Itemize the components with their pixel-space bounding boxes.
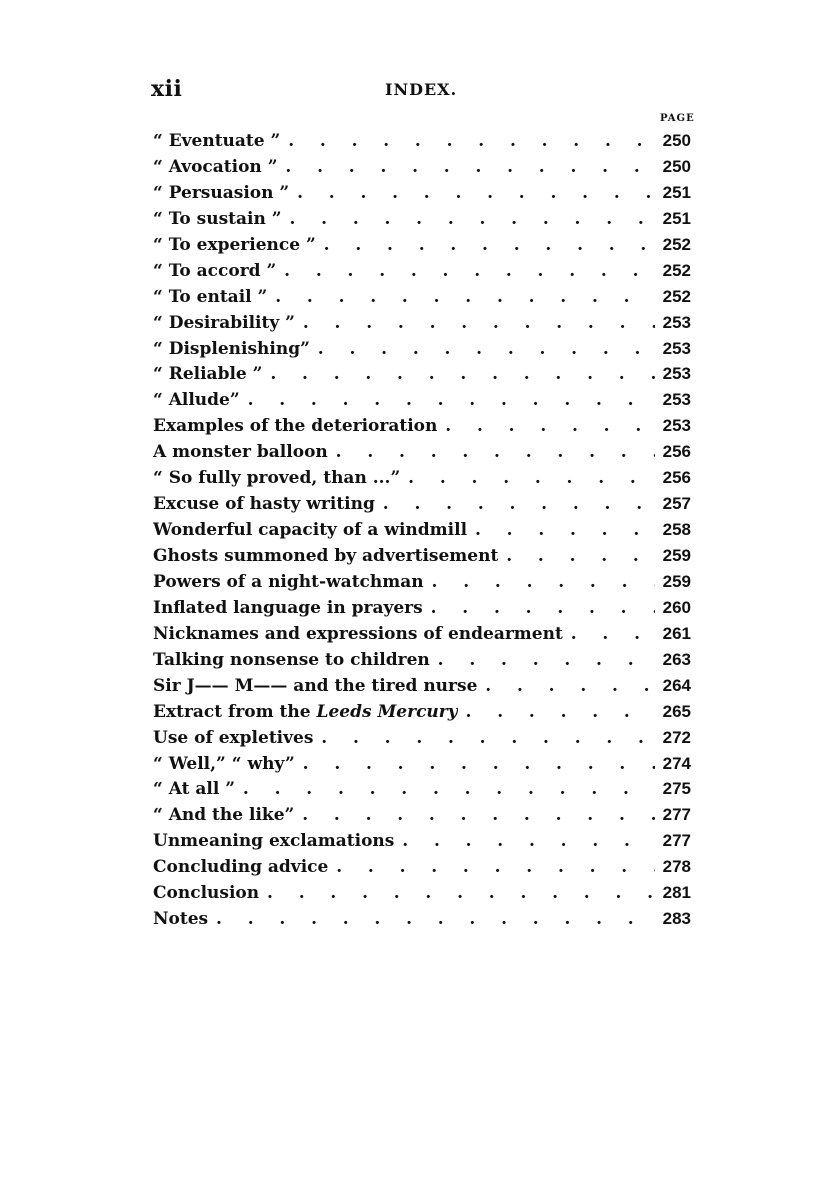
index-entry: [153, 439, 691, 465]
entry-title: Use of expletives: [153, 727, 314, 748]
dot-leader: [498, 543, 655, 570]
entry-title: “ Persuasion ”: [153, 182, 290, 203]
entry-page: 250: [662, 156, 691, 176]
dot-leader: [295, 310, 655, 337]
dot-leader: [424, 569, 655, 596]
entry-title: Ghosts summoned by advertisement: [153, 546, 499, 566]
index-entry: [153, 621, 691, 647]
page-number: xii: [151, 76, 183, 102]
index-entry: [153, 906, 691, 932]
dot-leader: [276, 258, 655, 285]
entry-page: 253: [662, 364, 691, 384]
entry-page: 251: [662, 208, 691, 228]
index-entry: [153, 854, 691, 880]
entry-page: 272: [662, 727, 691, 747]
dot-leader: [278, 154, 656, 181]
index-entry: [153, 128, 691, 154]
dot-leader: [328, 439, 655, 466]
entry-page: 259: [662, 571, 691, 591]
entry-page: 278: [662, 857, 691, 877]
entry-title-text: Extract from the: [153, 701, 311, 722]
dot-leader: [235, 776, 655, 803]
index-entry: [153, 491, 691, 517]
entry-title: Examples of the deterioration: [153, 416, 438, 437]
index-entry: [153, 154, 691, 180]
entry-title: [153, 700, 458, 726]
entry-title: Talking nonsense to children: [153, 649, 430, 670]
dot-leader: [375, 491, 655, 518]
entry-page: 253: [662, 416, 691, 436]
entry-title: Sir J—— M—— and the tired nurse: [153, 675, 478, 696]
entry-title: “ Desirability ”: [153, 312, 295, 333]
index-entry: [153, 517, 691, 543]
entry-title: Unmeaning exclamations: [153, 831, 395, 852]
index-entry: [153, 258, 691, 284]
entry-title: “ Allude”: [153, 390, 240, 411]
newspaper-title: Leeds Mercury: [316, 701, 458, 722]
index-entry: [153, 569, 691, 595]
entry-title: “ So fully proved, than ...”: [153, 468, 401, 489]
entry-page: 265: [662, 701, 691, 721]
dot-leader: [400, 465, 655, 492]
entry-title: Powers of a night-watchman: [153, 571, 424, 592]
index-entry: [153, 647, 691, 673]
entry-page: 260: [662, 597, 691, 617]
dot-leader: [294, 802, 655, 829]
dot-leader: [259, 880, 655, 907]
index-entry: [153, 751, 691, 777]
entry-page: 252: [662, 286, 691, 306]
dot-leader: [477, 673, 655, 700]
index-entry-list: [153, 128, 691, 932]
entry-page: 274: [662, 753, 691, 773]
entry-page: 253: [662, 312, 691, 332]
dot-leader: [289, 180, 655, 207]
entry-title: Nicknames and expressions of endearment: [153, 623, 563, 644]
entry-page: 252: [662, 234, 691, 254]
entry-title: A monster balloon: [153, 442, 328, 463]
index-entry: [153, 776, 691, 802]
dot-leader: [295, 751, 655, 778]
dot-leader: [467, 517, 655, 544]
index-entry: [153, 595, 691, 621]
dot-leader: [437, 413, 655, 440]
index-entry: [153, 802, 691, 828]
entry-page: 261: [662, 623, 691, 643]
dot-leader: [394, 828, 655, 855]
entry-page: 256: [662, 468, 691, 488]
dot-leader: [267, 284, 655, 311]
dot-leader: [430, 647, 655, 674]
entry-title: “ To experience ”: [153, 234, 316, 255]
index-entry: [153, 725, 691, 751]
entry-page: 281: [662, 883, 691, 903]
index-entry: [153, 387, 691, 413]
entry-title: “ At all ”: [153, 779, 235, 800]
dot-leader: [458, 699, 655, 726]
entry-title: “ To sustain ”: [153, 208, 282, 229]
entry-page: 258: [662, 520, 691, 540]
dot-leader: [423, 595, 655, 622]
entry-page: 259: [662, 546, 691, 565]
entry-title: “ Reliable ”: [153, 364, 263, 385]
entry-page: 253: [662, 390, 691, 410]
dot-leader: [316, 232, 655, 259]
dot-leader: [262, 361, 655, 388]
index-entry: [153, 336, 691, 362]
index-entry: [153, 361, 691, 387]
entry-title: “ To accord ”: [153, 260, 277, 281]
entry-title: “ To entail ”: [153, 286, 268, 307]
dot-leader: [280, 128, 655, 155]
entry-page: 283: [662, 909, 691, 929]
entry-title: “ Well,” “ why”: [153, 753, 295, 774]
dot-leader: [563, 621, 655, 648]
dot-leader: [208, 906, 655, 933]
dot-leader: [240, 387, 655, 414]
index-entry: [153, 413, 691, 439]
index-entry: [153, 543, 691, 569]
index-entry: [153, 232, 691, 258]
entry-page: 253: [662, 338, 691, 358]
index-entry: [153, 880, 691, 906]
entry-page: 256: [662, 442, 691, 462]
dot-leader: [313, 725, 655, 752]
entry-title: “ Avocation ”: [153, 156, 278, 177]
entry-title: “ Eventuate ”: [153, 131, 281, 151]
entry-page: 252: [662, 260, 691, 280]
index-entry: [153, 465, 691, 491]
entry-page: 263: [662, 649, 691, 669]
entry-page: 264: [662, 675, 691, 695]
entry-title: “ And the like”: [153, 805, 295, 826]
entry-title: Notes: [153, 909, 209, 930]
entry-title: Wonderful capacity of a windmill: [153, 520, 468, 541]
entry-title: Concluding advice: [153, 857, 329, 878]
entry-page: 277: [662, 831, 691, 851]
dot-leader: [310, 336, 655, 363]
entry-page: 250: [662, 131, 691, 150]
entry-title: Excuse of hasty writing: [153, 494, 375, 515]
index-entry: [153, 673, 691, 699]
entry-title: “ Displenishing”: [153, 338, 310, 359]
entry-title: Inflated language in prayers: [153, 597, 423, 618]
index-entry: [153, 699, 691, 725]
entry-title: Conclusion: [153, 883, 260, 904]
page-column-label: PAGE: [660, 113, 695, 124]
entry-page: 257: [662, 494, 691, 514]
index-entry: [153, 206, 691, 232]
entry-page: 277: [662, 805, 691, 825]
entry-page: 275: [662, 779, 691, 799]
running-head: INDEX.: [385, 80, 458, 99]
index-entry: [153, 310, 691, 336]
index-entry: [153, 284, 691, 310]
entry-page: 251: [662, 182, 691, 202]
index-entry: [153, 180, 691, 206]
dot-leader: [282, 206, 655, 233]
index-entry: [153, 828, 691, 854]
dot-leader: [328, 854, 655, 881]
